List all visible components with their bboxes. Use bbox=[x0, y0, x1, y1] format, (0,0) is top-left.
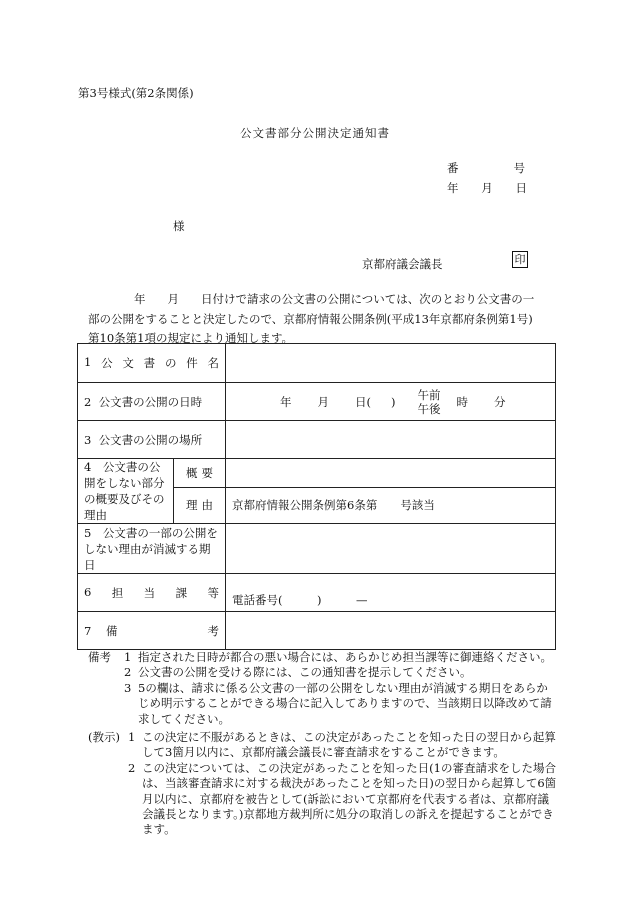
number-char: 番 bbox=[447, 161, 459, 175]
sub-label-summary: 概 要 bbox=[174, 459, 226, 488]
body-line-2: 部の公開をすることと決定したので、京都府情報公開条例(平成13年京都府条例第1号) bbox=[88, 311, 533, 326]
list-item: 2 この決定については、この決定があったことを知った日(1の審査請求をした場合は、当該審査請求に対する裁決があったことを知った日)の翌日から起算して6箇月以内に、京都府を被告として(訴訟において京都府を代表する者は、京都府議会議長となります。)京都地方裁判所に処分の取消しの訴えを提起することができます。 bbox=[128, 760, 557, 837]
body-month: 月 bbox=[167, 292, 179, 306]
form-number: 第3号様式(第2条関係) bbox=[78, 86, 194, 100]
row-label-document-name: 1 公 文 書 の 件 名 bbox=[78, 344, 226, 383]
row-label-disclosure-datetime: 2 公文書の公開の日時 bbox=[78, 383, 226, 421]
body-line-1: 日付けで請求の公文書の公開については、次のとおり公文書の一 bbox=[201, 292, 535, 306]
table-row bbox=[78, 524, 556, 574]
body-year: 年 bbox=[134, 292, 146, 306]
row-label-undisclosed-part: 4 公文書の公開をしない部分の概要及びその理由 bbox=[78, 459, 174, 524]
table-row bbox=[78, 459, 556, 488]
undisclosed-reason-value[interactable]: 京都府情報公開条例第6条第 号該当 bbox=[226, 487, 556, 523]
expiry-date-value[interactable] bbox=[226, 524, 556, 574]
document-title: 公文書部分公開決定通知書 bbox=[240, 126, 390, 140]
row-label-remarks: 7 備 考 bbox=[78, 612, 226, 650]
table-row bbox=[78, 421, 556, 459]
date-char: 年 bbox=[447, 181, 459, 195]
remarks-value[interactable] bbox=[226, 612, 556, 650]
table-row bbox=[78, 574, 556, 612]
document-date-row bbox=[447, 180, 527, 196]
list-item: 備考 1 指定された日時が都合の悪い場合には、あらかじめ担当課等に御連絡ください。 bbox=[88, 650, 552, 664]
notes-section bbox=[88, 650, 558, 727]
notes-label: 備考 bbox=[88, 650, 111, 664]
table-row bbox=[78, 612, 556, 650]
seal-mark: 印 bbox=[512, 251, 528, 268]
body-text bbox=[88, 290, 558, 349]
pm-label: 午後 bbox=[417, 401, 441, 416]
addressee-suffix: 様 bbox=[173, 219, 185, 233]
info-table bbox=[77, 343, 556, 650]
table-row bbox=[78, 344, 556, 383]
department-value[interactable]: 電話番号( ) — bbox=[226, 574, 556, 612]
table-row bbox=[78, 383, 556, 421]
sender-name: 京都府議会議長 bbox=[362, 257, 443, 271]
disclosure-datetime-value[interactable]: 年 月 日( ) 午前 午後 時 分 bbox=[226, 383, 556, 421]
am-label: 午前 bbox=[417, 387, 441, 402]
row-label-expiry-date: 5 公文書の一部の公開をしない理由が消滅する期日 bbox=[78, 524, 226, 574]
document-number-row bbox=[447, 160, 525, 176]
body-line-3: 第10条第1項の規定により通知します。 bbox=[88, 331, 294, 345]
list-item: 3 5の欄は、請求に係る公文書の一部の公開をしない理由が消滅する期日をあらかじめ明示することができる場合に記入してありますので、当該期日以降改めて請求してください。 bbox=[124, 680, 552, 726]
row-label-disclosure-place: 3 公文書の公開の場所 bbox=[78, 421, 226, 459]
instruction-label: (教示) bbox=[88, 730, 120, 744]
disclosure-place-value[interactable] bbox=[226, 421, 556, 459]
document-name-value[interactable] bbox=[226, 344, 556, 383]
sub-label-reason: 理 由 bbox=[174, 487, 226, 523]
instruction-section bbox=[88, 730, 558, 838]
row-label-department: 6 担 当 課 等 bbox=[78, 574, 226, 612]
list-item: 2 公文書の公開を受ける際には、この通知書を提示してください。 bbox=[124, 665, 472, 680]
undisclosed-summary-value[interactable] bbox=[226, 459, 556, 488]
date-char: 日 bbox=[515, 181, 527, 195]
list-item: (教示) 1 この決定に不服があるときは、この決定があったことを知った日の翌日から起算して3箇月以内に、京都府議会議長に審査請求をすることができます。 bbox=[88, 730, 556, 760]
date-char: 月 bbox=[481, 181, 493, 195]
number-char: 号 bbox=[513, 161, 525, 175]
